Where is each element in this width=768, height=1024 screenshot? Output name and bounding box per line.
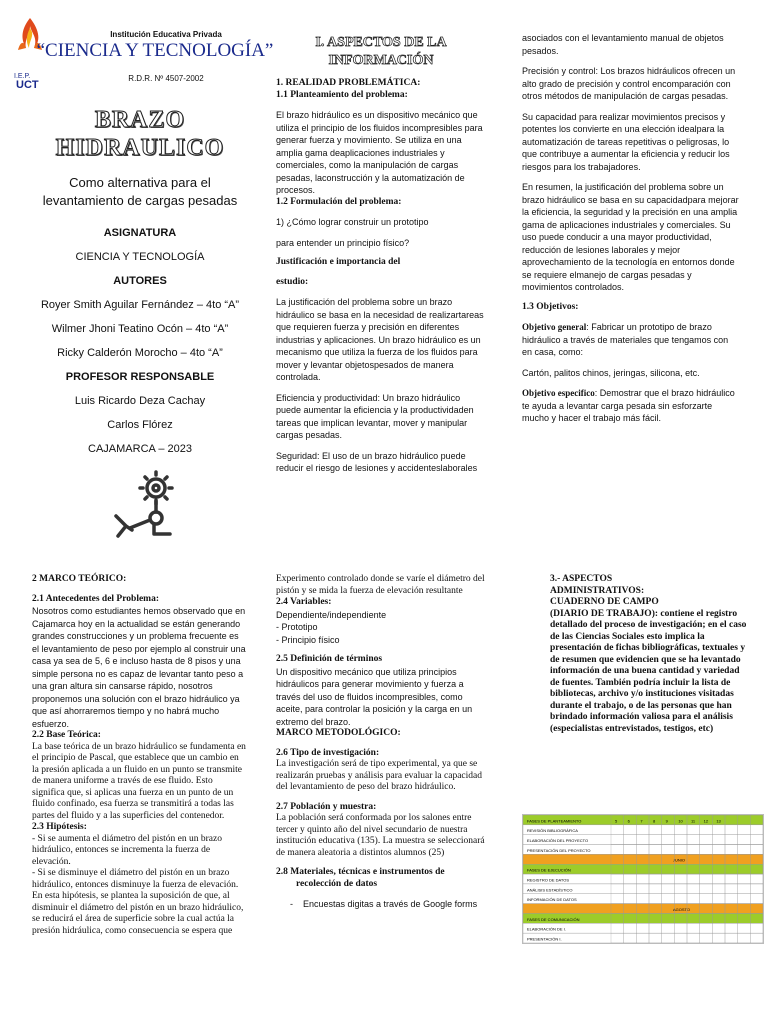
schedule-week-number: 10 bbox=[678, 818, 683, 824]
question-1: 1) ¿Cómo lograr construir un prototipo bbox=[276, 217, 429, 227]
schedule-row bbox=[523, 854, 763, 864]
schedule-week-number: 11 bbox=[691, 818, 696, 824]
author-2: Wilmer Jhoni Teatino Ocón – 4to “A” bbox=[51, 323, 229, 335]
planteamiento-text: El brazo hidráulico es un dispositivo mecánico que utiliza el principio de los fluidos incompresibles para generar fuerza y movimiento. Se utiliza en una amplia gama deaplicaciones industriales y comerciales, como la manipulación de cargas pesadas, laconstrucción y la automatización de procesos. bbox=[276, 110, 483, 195]
schedule-row-label: FASES DE COMUNICACIÓN bbox=[527, 916, 580, 922]
schedule-row-label: ANÁLISIS ESTADÍSTICO bbox=[527, 887, 573, 893]
justificacion-panel bbox=[522, 32, 740, 425]
antecedentes-heading: 2.1 Antecedentes del Problema: bbox=[32, 593, 159, 604]
schedule-row bbox=[523, 904, 763, 914]
variable-1: - Prototipo bbox=[276, 622, 318, 632]
definicion-heading: 2.5 Definición de términos bbox=[276, 654, 383, 664]
poblacion-text: La población será conformada por los salones entre tercer y quinto año del nivel secundario de nuestra institución educativa (135). La muestra se seleccionará de manera aleatoria a distintos alumnos (25) bbox=[276, 813, 485, 858]
author-3: Ricky Calderón Morocho – 4to “A” bbox=[57, 347, 223, 359]
schedule-week-number: 8 bbox=[653, 818, 656, 824]
schedule-row-label: PRESENTACIÓN I. bbox=[527, 936, 562, 942]
definicion-text: Un dispositivo mecánico que utiliza principios hidráulicos para generar movimiento y fuerza a través del uso de fluidos incompresibles, como aceite, para controlar la posición y la carga en un extremo del brazo. bbox=[276, 666, 473, 727]
antecedentes-text: Nosotros como estudiantes hemos observado que en Cajamarca hoy en la actualidad se están generando grandes construcciones y un problema frecuente es el levantamiento de peso por ejemplo al construir una casa ya sea de 5, 6 e incluso hasta de 8 pisos y una simple persona no es capaz de levantar tanto peso a una gran altura sin cansarse rápido, nosotros proponemos una solución con el brazo hidráulico ya que así ahorraremos tiempo y no habrá mucho esfuerzo. bbox=[32, 606, 246, 729]
schedule-row-label: FASES DE EJECUCIÓN bbox=[527, 867, 571, 873]
rdr-number: R.D.R. Nº 4507-2002 bbox=[128, 74, 204, 83]
precision-text: Precisión y control: Los brazos hidráulicos ofrecen un alto grado de precisión y control encomparación con otros métodos de manipulación de cargas pesadas. bbox=[522, 66, 736, 101]
tipo-investigacion-heading: 2.6 Tipo de investigación: bbox=[276, 747, 380, 758]
poblacion-heading: 2.7 Población y muestra: bbox=[276, 801, 377, 812]
base-teorica-text: La base teórica de un brazo hidráulico se fundamenta en el principio de Pascal, que establece que un cambio en la presión aplicada a un fluido en un punto se transmite de manera uniforme a través de ese fluido. Esto significa que, si aplicas una fuerza en un punto de un fluido confinado, esa fuerza se transmitirá a todas las partes del fluido y a las superficies del contenedor. bbox=[32, 741, 246, 821]
formulacion-heading: 1.2 Formulación del problema: bbox=[276, 196, 402, 207]
continuation-text: asociados con el levantamiento manual de objetos pesados. bbox=[522, 33, 724, 56]
capacidad-text: Su capacidad para realizar movimientos precisos y potentes los convierte en una elección idealpara la automatización de tareas repetitivas o peligrosas, lo que contribuye a aumentar la eficiencia y reducir los riesgos para los trabajadores. bbox=[522, 111, 730, 172]
marco-teorico-panel bbox=[32, 574, 247, 937]
section-heading: I. ASPECTOS DE LA INFORMACIÓN bbox=[315, 35, 447, 68]
resumen-text: En resumen, la justificación del problema sobre un brazo hidráulico se basa en su capacidadpara mejorar la eficiencia, la seguridad y la precisión en una amplia gama de aplicaciones industriales y comerciales. Su uso puede conducir a una mayor productividad, reducción de lesiones laborales y mejor aprovechamiento de la tecnología en entornos donde se requiere elmanejo de cargas pesadas y movimientos controlados. bbox=[522, 182, 739, 292]
autores-label: AUTORES bbox=[113, 275, 167, 287]
profesor-1: Luis Ricardo Deza Cachay bbox=[74, 395, 206, 407]
schedule-week-number: 9 bbox=[665, 818, 668, 824]
aspectos-administrativos-heading: 3.- ASPECTOS ADMINISTRATIVOS: CUADERNO DE CAMPO (DIARIO DE TRABAJO): contiene el registro detallado del proceso de investigación; en el caso de las Ciencias Sociales esto implica la presentación de fichas bibliográficas, textuales y de resumen que evidencien que se ha levantado información de una buena cantidad y variedad de fuentes. También podría incluir la lista de bibliotecas, archivo y/o instituciones visitadas durante el trabajo, o de las personas que han brindado información valiosa para el análisis (especialistas entrevistados, testigos, etc) bbox=[550, 574, 747, 734]
hipotesis-explanation: En esta hipótesis, se plantea la suposición de que, al disminuir el diámetro del pistón en un brazo hidráulico, se reducirá el área de superficie sobre la cual actúa la presión hidráulica, como consecuencia se espera que bbox=[32, 891, 244, 936]
hipotesis-2: - Si se disminuye el diámetro del pistón en un brazo hidráulico, entonces disminuye la fuerza de elevación. bbox=[32, 868, 239, 890]
experimento-text: Experimento controlado donde se varíe el diámetro del pistón y se mida la fuerza de elevación resultante bbox=[276, 574, 485, 596]
schedule-week-number: 6 bbox=[627, 818, 630, 824]
materials-list: Cartón, palitos chinos, jeringas, silicona, etc. bbox=[522, 367, 700, 378]
profesor-label: PROFESOR RESPONSABLE bbox=[65, 371, 215, 383]
tipo-investigacion-text: La investigación será de tipo experimental, ya que se realizarán pruebas y análisis para evaluar la capacidad del levantamiento de peso del brazo hidráulico. bbox=[276, 759, 482, 792]
marco-teorico-heading: 2 MARCO TEÓRICO: bbox=[32, 574, 127, 584]
aspectos-panel bbox=[276, 34, 486, 475]
schedule-week-number: 13 bbox=[716, 818, 721, 824]
asignatura-label: ASIGNATURA bbox=[103, 227, 177, 239]
administrativos-panel bbox=[550, 574, 750, 735]
asignatura-value: CIENCIA Y TECNOLOGÍA bbox=[75, 251, 205, 263]
justificacion-text: La justificación del problema sobre un brazo hidráulico se basa en la necesidad de realizartareas que requieren fuerza y precisión en diferentes industrias y aplicaciones. Un brazo hidráulico es un mecanismo que utiliza la fuerza de los fluidos para mover y levantar objetospesados de manera controlada. bbox=[276, 297, 484, 382]
materiales-heading: 2.8 Materiales, técnicas e instrumentos de recolección de datos bbox=[276, 867, 445, 889]
svg-text:I.E.P.: I.E.P. bbox=[14, 73, 31, 80]
hipotesis-1: - Si se aumenta el diámetro del pistón en un brazo hidráulico, entonces se incrementa la fuerza de elevación. bbox=[32, 833, 222, 867]
schedule-row-label: AGOSTO bbox=[673, 906, 691, 912]
schedule-table bbox=[522, 814, 764, 944]
schedule-row-label: REGISTRO DE DATOS bbox=[527, 877, 570, 883]
schedule-week-number: 7 bbox=[640, 818, 643, 824]
marco-metodologico-heading: MARCO METODOLÓGICO: bbox=[276, 728, 401, 738]
profesor-2: Carlos Flórez bbox=[107, 419, 173, 431]
institution-type: Institución Educativa Privada bbox=[110, 30, 222, 39]
cover-credits bbox=[6, 225, 274, 465]
justificacion-heading-2: estudio: bbox=[276, 276, 309, 287]
schedule-grid bbox=[523, 815, 763, 943]
base-teorica-heading: 2.2 Base Teórica: bbox=[32, 730, 101, 740]
place-year: CAJAMARCA – 2023 bbox=[88, 443, 192, 455]
eficiencia-text: Eficiencia y productividad: Un brazo hidráulico puede aumentar la eficiencia y la productividaden tareas que implican levantar, mover y manipular cargas pesadas. bbox=[276, 392, 474, 440]
variable-2: - Principio físico bbox=[276, 634, 340, 645]
schedule-row-label: INFORMACIÓN DE DATOS bbox=[527, 897, 577, 903]
schedule-week-number: 12 bbox=[703, 818, 709, 824]
planteamiento-heading: 1.1 Planteamiento del problema: bbox=[276, 89, 408, 100]
objetivo-general: Objetivo general: Fabricar un prototipo de brazo hidráulico a través de materiales que tengamos con en casa, como: bbox=[522, 322, 729, 357]
metodologico-panel bbox=[276, 574, 488, 911]
institution-name: “CIENCIA Y TECNOLOGÍA” bbox=[36, 40, 274, 61]
schedule-row-label: PRESENTACIÓN DEL PROYECTO bbox=[527, 847, 591, 853]
cover-panel bbox=[6, 0, 274, 560]
author-1: Royer Smith Aguilar Fernández – 4to “A” bbox=[40, 299, 240, 311]
question-2: para entender un principio físico? bbox=[276, 237, 410, 248]
objetivo-especifico: Objetivo especifico: Demostrar que el brazo hidráulico te ayuda a levantar carga pesada sin esforzarte mucho y hacer el trabajo más fácil. bbox=[522, 388, 735, 423]
main-title: BRAZO HIDRAULICO bbox=[55, 107, 225, 161]
schedule-row-label: ELABORACIÓN DE I. bbox=[527, 926, 566, 932]
schedule-row-label: JUNIO bbox=[673, 857, 685, 863]
robot-arm-icon bbox=[104, 470, 182, 540]
schedule-week-number: 5 bbox=[615, 818, 618, 824]
schedule-row-label: ELABORACIÓN DEL PROYECTO bbox=[527, 838, 589, 844]
subtitle: Como alternativa para el levantamiento de cargas pesadas bbox=[42, 175, 238, 208]
list-item: - Encuestas digitas a través de Google forms bbox=[290, 899, 478, 909]
schedule-row-label: REVISIÓN BIBLIOGRÁFICA bbox=[527, 828, 578, 834]
seguridad-text: Seguridad: El uso de un brazo hidráulico puede reducir el riesgo de lesiones y accidenteslaborales bbox=[276, 450, 478, 473]
variables-heading: 2.4 Variables: bbox=[276, 597, 332, 607]
schedule-row-label: FASES DE PLANTEAMIENTO bbox=[527, 818, 582, 824]
justificacion-heading: Justificación e importancia del bbox=[276, 257, 401, 267]
hipotesis-heading: 2.3 Hipótesis: bbox=[32, 822, 87, 832]
objetivos-heading: 1.3 Objetivos: bbox=[522, 301, 579, 312]
realidad-heading: 1. REALIDAD PROBLEMÁTICA: bbox=[276, 78, 421, 88]
svg-text:UCT: UCT bbox=[16, 79, 39, 90]
variables-type: Dependiente/independiente bbox=[276, 609, 387, 620]
